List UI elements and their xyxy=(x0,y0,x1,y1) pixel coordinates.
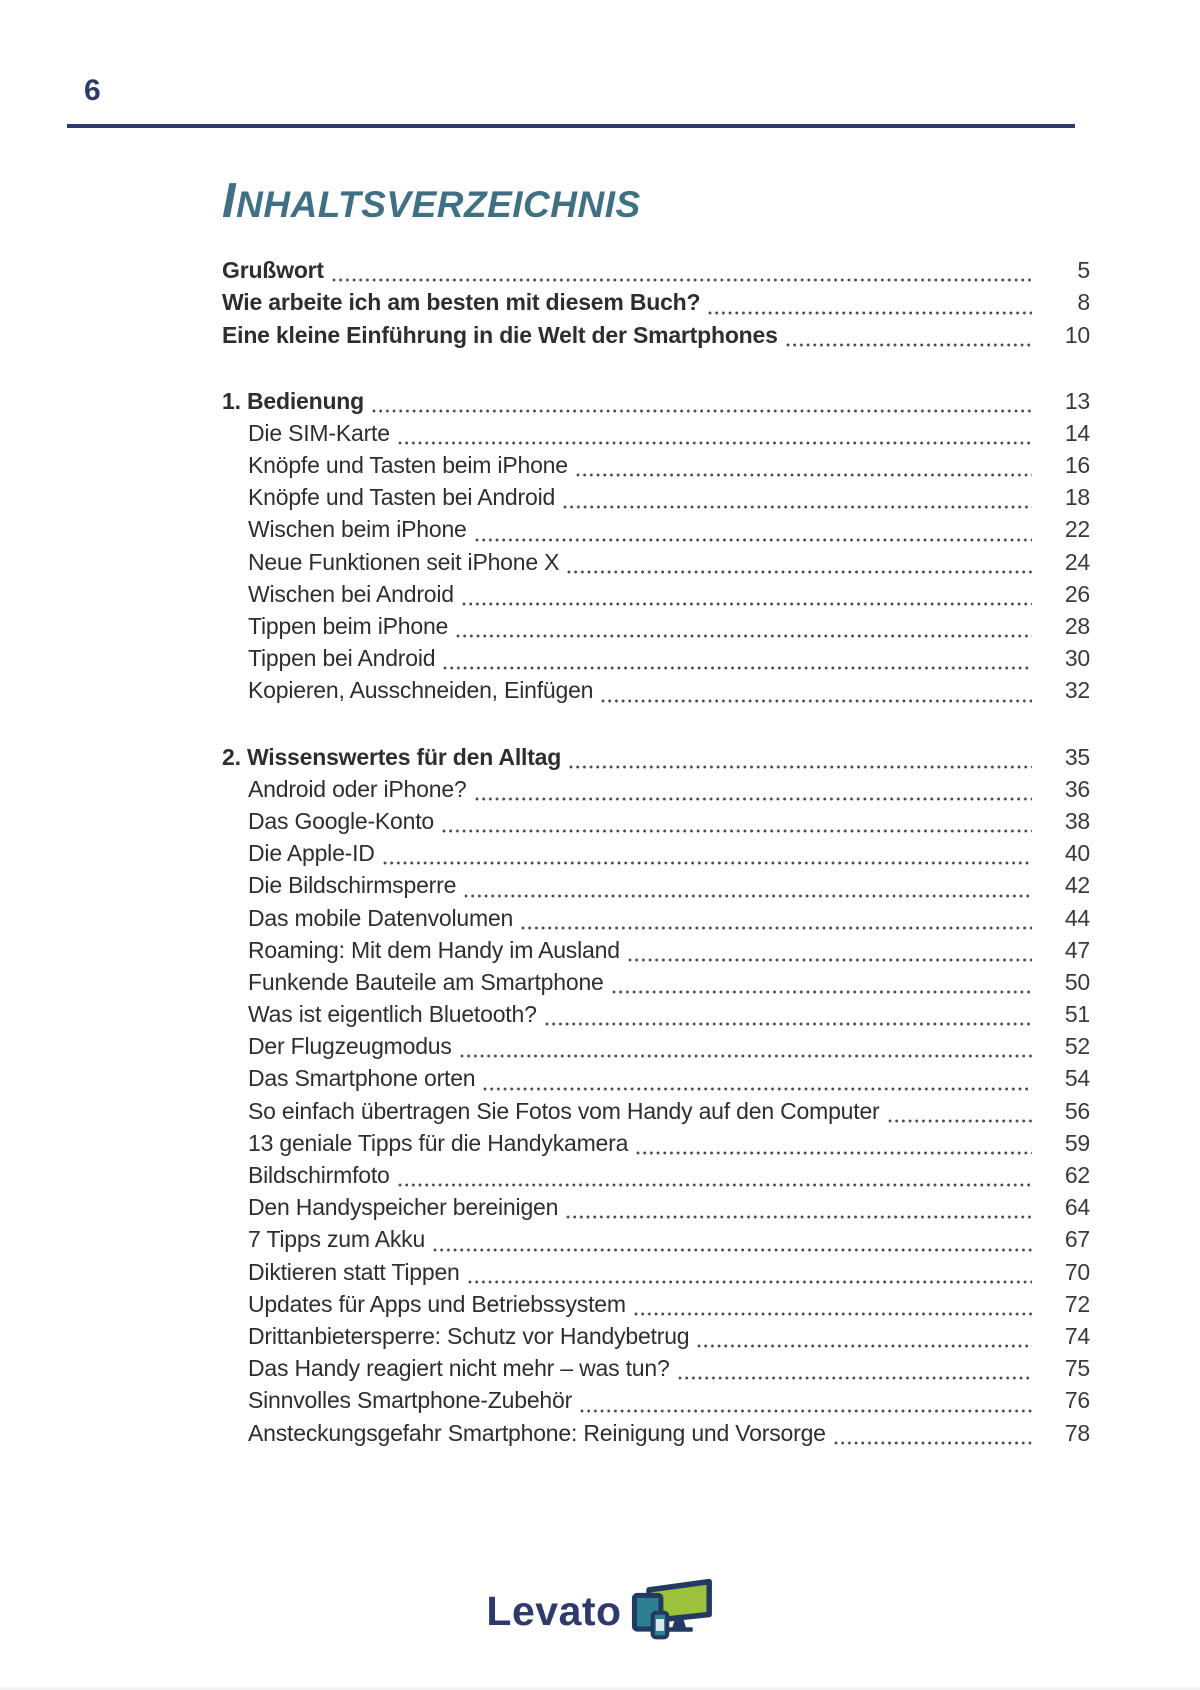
page-title: INHALTSVERZEICHNIS xyxy=(222,174,641,228)
toc-entry-label: Ansteckungsgefahr Smartphone: Reinigung und Vorsorge xyxy=(248,1419,826,1446)
toc-entry-page: 64 xyxy=(1064,1194,1090,1221)
toc-leader-dots xyxy=(433,1248,1032,1252)
toc-entry-page: 47 xyxy=(1064,936,1090,963)
toc-leader-dots xyxy=(332,278,1032,282)
toc-leader-dots xyxy=(628,958,1032,962)
toc-entry-page: 22 xyxy=(1064,516,1090,543)
toc-entry-page: 78 xyxy=(1064,1419,1090,1446)
toc-section xyxy=(222,168,1090,1452)
toc-entry-page: 14 xyxy=(1064,419,1090,446)
toc-entry-label: Was ist eigentlich Bluetooth? xyxy=(248,1001,537,1028)
toc-entry xyxy=(222,808,1090,840)
logo-text: Levato xyxy=(486,1588,622,1634)
toc-entry-label: Die Apple-ID xyxy=(248,840,375,867)
toc-leader-dots xyxy=(708,311,1032,315)
toc-leader-dots xyxy=(888,1119,1033,1123)
toc-entry-label: Das mobile Datenvolumen xyxy=(248,904,514,931)
devices-icon xyxy=(626,1578,714,1645)
toc-entry-page: 18 xyxy=(1064,484,1090,511)
toc-entry-page: 24 xyxy=(1064,548,1090,575)
footer-logo xyxy=(0,1578,1200,1645)
toc-entry xyxy=(222,744,1090,776)
toc-entry-label: Grußwort xyxy=(222,257,324,284)
toc-entry-label: Bildschirmfoto xyxy=(248,1162,390,1189)
toc-entry-page: 35 xyxy=(1064,743,1090,770)
toc-entry-page: 36 xyxy=(1064,775,1090,802)
toc-leader-dots xyxy=(567,570,1032,574)
toc-entry-label: So einfach übertragen Sie Fotos vom Handy auf den Computer xyxy=(248,1097,880,1124)
toc-leader-dots xyxy=(464,894,1032,898)
toc-entry-page: 54 xyxy=(1064,1065,1090,1092)
toc-entry-label: Knöpfe und Tasten bei Android xyxy=(248,484,556,511)
toc-entry-page: 30 xyxy=(1064,645,1090,672)
toc-entry-page: 52 xyxy=(1064,1033,1090,1060)
toc-leader-dots xyxy=(442,829,1032,833)
toc-entry xyxy=(222,1194,1090,1226)
toc-entry-label: Neue Funktionen seit iPhone X xyxy=(248,548,560,575)
toc-entry xyxy=(222,420,1090,452)
toc-entry xyxy=(222,1162,1090,1194)
toc-entry xyxy=(222,613,1090,645)
toc-leader-dots xyxy=(462,602,1032,606)
toc-leader-dots xyxy=(569,765,1032,769)
toc-leader-dots xyxy=(576,473,1032,477)
toc-entry xyxy=(222,1291,1090,1323)
toc-entry-page: 51 xyxy=(1064,1001,1090,1028)
toc-entry-label: 2. Wissenswertes für den Alltag xyxy=(222,743,562,770)
toc-entry-page: 70 xyxy=(1064,1258,1090,1285)
toc-entry xyxy=(222,289,1090,321)
toc-leader-dots xyxy=(398,1183,1032,1187)
toc-entry xyxy=(222,322,1090,354)
toc-entry-label: Tippen bei Android xyxy=(248,645,436,672)
toc-entry-page: 42 xyxy=(1064,872,1090,899)
toc-entry-label: Eine kleine Einführung in die Welt der Smartphones xyxy=(222,321,778,348)
toc-entry-label: 1. Bedienung xyxy=(222,387,365,414)
toc-entry xyxy=(222,776,1090,808)
toc-leader-dots xyxy=(636,1151,1032,1155)
toc-entry xyxy=(222,1130,1090,1162)
toc-leader-dots xyxy=(678,1376,1032,1380)
toc-entry-label: Sinnvolles Smartphone-Zubehör xyxy=(248,1387,573,1414)
page-number: 6 xyxy=(84,74,101,107)
toc-entry-label: Updates für Apps und Betriebssystem xyxy=(248,1290,626,1317)
toc-entry-label: Wischen bei Android xyxy=(248,580,454,607)
toc-entry-label: Wischen beim iPhone xyxy=(248,516,467,543)
toc-entry xyxy=(222,1001,1090,1033)
toc-leader-dots xyxy=(697,1344,1032,1348)
toc-leader-dots xyxy=(634,1312,1032,1316)
toc-entry-page: 13 xyxy=(1064,387,1090,414)
toc-entry-page: 32 xyxy=(1064,677,1090,704)
toc-entry-label: Funkende Bauteile am Smartphone xyxy=(248,968,604,995)
toc-entry xyxy=(222,840,1090,872)
toc-leader-dots xyxy=(601,699,1032,703)
toc-entry-page: 26 xyxy=(1064,580,1090,607)
toc-leader-dots xyxy=(612,990,1032,994)
toc-entry xyxy=(222,1259,1090,1291)
toc-entry xyxy=(222,1098,1090,1130)
toc-entry-page: 8 xyxy=(1077,289,1090,316)
toc-entry-page: 10 xyxy=(1064,321,1090,348)
toc-entry-label: Das Smartphone orten xyxy=(248,1065,476,1092)
toc-entry xyxy=(222,1323,1090,1355)
toc-entry-page: 44 xyxy=(1064,904,1090,931)
toc-entry xyxy=(222,516,1090,548)
toc-leader-dots xyxy=(443,666,1032,670)
toc-leader-dots xyxy=(521,926,1032,930)
toc-entry-page: 74 xyxy=(1064,1322,1090,1349)
toc-entry-label: Das Handy reagiert nicht mehr – was tun? xyxy=(248,1355,670,1382)
toc-entry-label: Knöpfe und Tasten beim iPhone xyxy=(248,452,568,479)
toc-entry-label: Das Google-Konto xyxy=(248,807,435,834)
toc-entry-page: 75 xyxy=(1064,1355,1090,1382)
toc-entry xyxy=(222,1226,1090,1258)
toc-entry xyxy=(222,677,1090,709)
header-rule xyxy=(67,124,1075,128)
toc-leader-dots xyxy=(545,1022,1032,1026)
toc-leader-dots xyxy=(786,343,1032,347)
toc-leader-dots xyxy=(834,1441,1032,1445)
toc-entry-page: 5 xyxy=(1077,257,1090,284)
toc-leader-dots xyxy=(475,538,1032,542)
toc-entry-page: 16 xyxy=(1064,452,1090,479)
toc-leader-dots xyxy=(566,1215,1032,1219)
toc-entry xyxy=(222,937,1090,969)
toc-entry-page: 38 xyxy=(1064,807,1090,834)
toc-entry xyxy=(222,872,1090,904)
toc-entry-label: Wie arbeite ich am besten mit diesem Buch? xyxy=(222,289,701,316)
toc-leader-dots xyxy=(398,441,1032,445)
toc-entry-label: Roaming: Mit dem Handy im Ausland xyxy=(248,936,620,963)
toc-leader-dots xyxy=(372,409,1032,413)
toc-entry xyxy=(222,484,1090,516)
toc-entry xyxy=(222,549,1090,581)
toc-entry-page: 28 xyxy=(1064,613,1090,640)
toc-leader-dots xyxy=(563,505,1032,509)
toc-leader-dots xyxy=(483,1087,1032,1091)
toc-entry-page: 67 xyxy=(1064,1226,1090,1253)
toc-entry xyxy=(222,452,1090,484)
toc-entry-label: Diktieren statt Tippen xyxy=(248,1258,460,1285)
toc-entry-page: 50 xyxy=(1064,968,1090,995)
toc-leader-dots xyxy=(383,861,1032,865)
toc-leader-dots xyxy=(475,797,1033,801)
toc-entry-label: Die Bildschirmsperre xyxy=(248,872,457,899)
toc-entry xyxy=(222,1033,1090,1065)
toc-entry-page: 76 xyxy=(1064,1387,1090,1414)
toc-leader-dots xyxy=(580,1409,1032,1413)
toc-entry xyxy=(222,388,1090,420)
toc-entry-label: 7 Tipps zum Akku xyxy=(248,1226,426,1253)
toc-entry-label: Den Handyspeicher bereinigen xyxy=(248,1194,559,1221)
toc-entry-page: 62 xyxy=(1064,1162,1090,1189)
toc-entry xyxy=(222,581,1090,613)
toc-leader-dots xyxy=(460,1054,1032,1058)
toc-entry xyxy=(222,1420,1090,1452)
toc-entry xyxy=(222,257,1090,289)
toc-entry-page: 59 xyxy=(1064,1129,1090,1156)
toc-entry xyxy=(222,1387,1090,1419)
toc-entry-label: Die SIM-Karte xyxy=(248,419,390,446)
toc-leader-dots xyxy=(456,634,1032,638)
toc-leader-dots xyxy=(468,1280,1032,1284)
toc-entry xyxy=(222,905,1090,937)
toc-entry-page: 40 xyxy=(1064,840,1090,867)
toc-entry xyxy=(222,645,1090,677)
toc-entry xyxy=(222,1355,1090,1387)
toc-entry-label: Tippen beim iPhone xyxy=(248,613,449,640)
toc-entry-label: Kopieren, Ausschneiden, Einfügen xyxy=(248,677,594,704)
toc-entry-label: Der Flugzeugmodus xyxy=(248,1033,452,1060)
toc-entry xyxy=(222,1065,1090,1097)
toc-list xyxy=(222,257,1090,1452)
toc-entry-page: 72 xyxy=(1064,1290,1090,1317)
toc-entry-page: 56 xyxy=(1064,1097,1090,1124)
toc-entry-label: Drittanbietersperre: Schutz vor Handybetrug xyxy=(248,1322,690,1349)
toc-entry-label: Android oder iPhone? xyxy=(248,775,467,802)
toc-entry-label: 13 geniale Tipps für die Handykamera xyxy=(248,1129,629,1156)
toc-entry xyxy=(222,969,1090,1001)
